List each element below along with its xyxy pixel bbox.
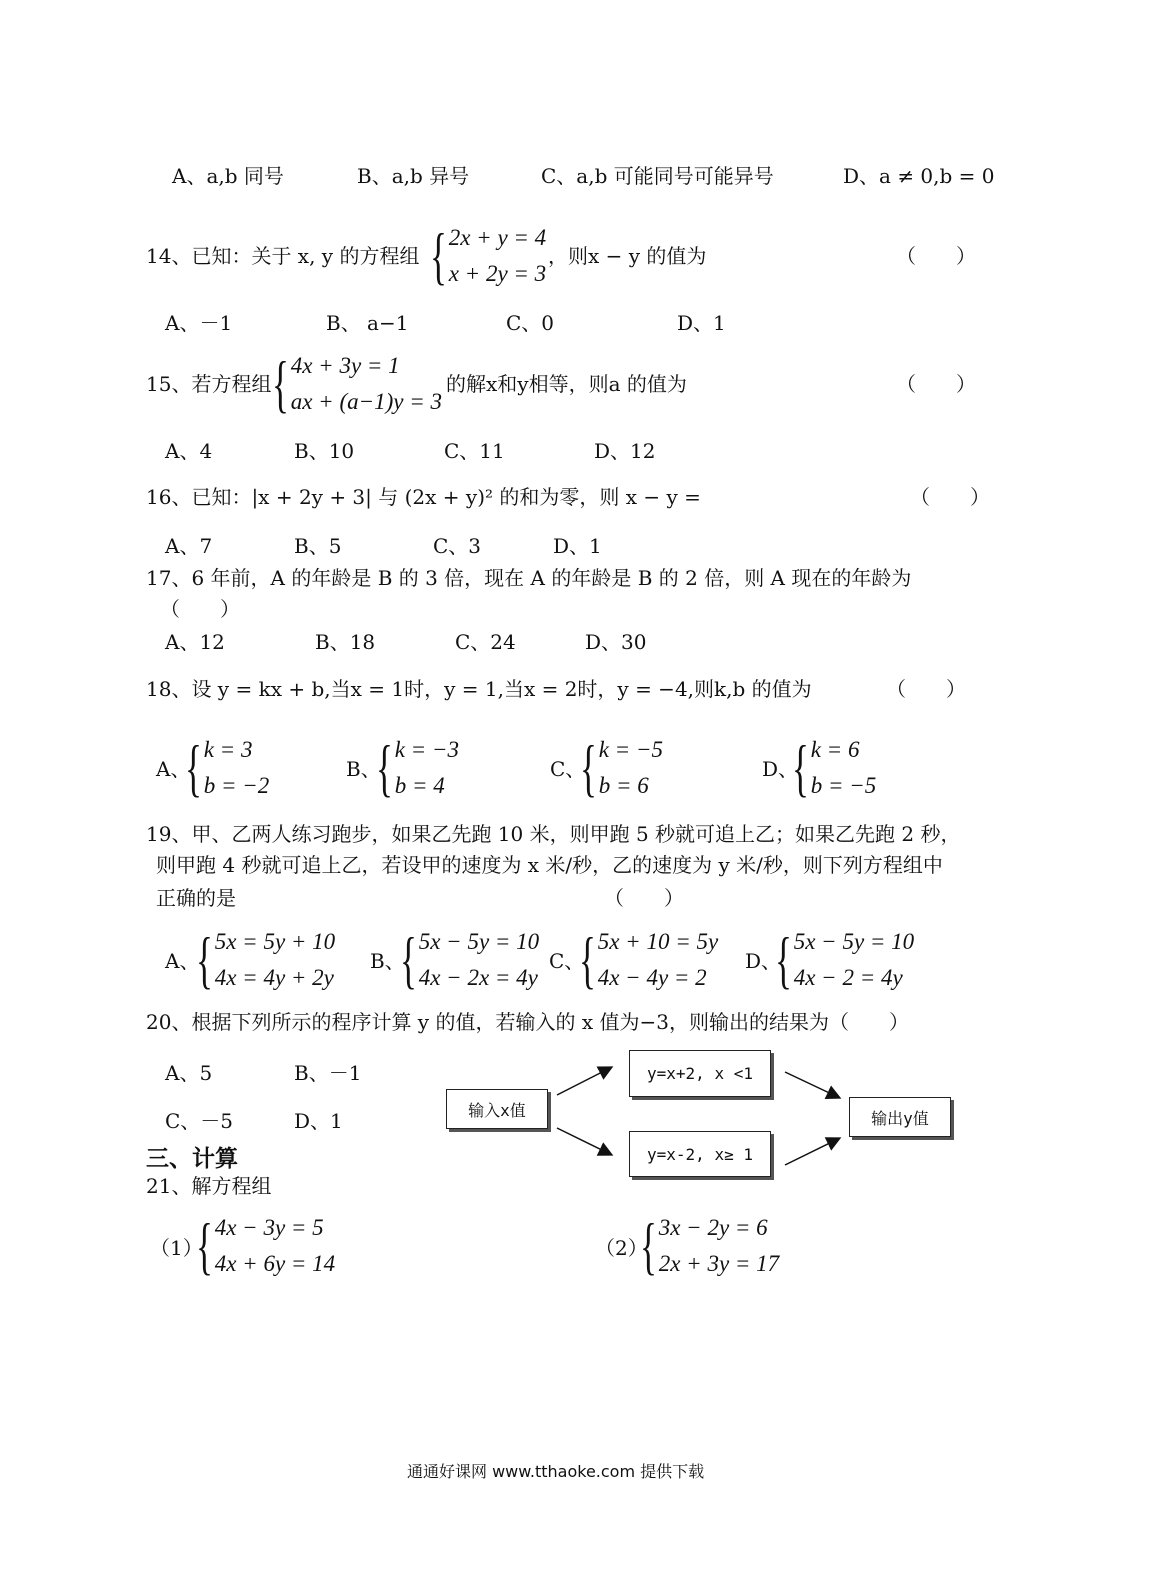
brace-icon: {: [430, 220, 447, 291]
q18-d-eq2: b = −5: [810, 773, 877, 798]
q20-option-c: C、－5: [165, 1109, 234, 1133]
flow-output-box: 输出y值: [849, 1097, 951, 1137]
q18-b-eq2: b = 4: [394, 773, 445, 798]
q17-option-c: C、24: [455, 630, 516, 654]
q17-option-b: B、18: [315, 630, 376, 654]
q15-eq1: 4x + 3y = 1: [290, 353, 400, 378]
q18-option-c-label: C、: [550, 757, 586, 781]
brace-icon: {: [272, 348, 289, 419]
flow-input-box: 输入x值: [446, 1089, 548, 1129]
q18-answer-paren: （ ）: [886, 677, 966, 701]
q15-option-d: D、12: [594, 439, 656, 463]
q21-p1-eq1: 4x − 3y = 5: [214, 1215, 324, 1240]
q14-eq1: 2x + y = 4: [448, 225, 547, 250]
q18-option-d-system: [792, 732, 876, 804]
q16-option-a: A、7: [165, 534, 213, 558]
arrow-branch1-to-output: [785, 1072, 840, 1098]
q18-option-c-system: [580, 732, 663, 804]
q19-d-eq1: 5x − 5y = 10: [793, 929, 915, 954]
brace-icon: {: [185, 732, 202, 803]
flow-branch1-box: y=x+2, x <1: [629, 1050, 771, 1097]
q17-answer-paren: （ ）: [160, 597, 240, 621]
q15-tail: 的解x和y相等，则a 的值为: [446, 372, 687, 396]
q18-stem: 18、设 y = kx + b,当x = 1时，y = 1,当x = 2时，y = −4,则k,b 的值为: [146, 677, 812, 701]
brace-icon: {: [640, 1210, 657, 1281]
q19-d-eq2: 4x − 2 = 4y: [793, 965, 903, 990]
q18-option-a-system: [185, 732, 269, 804]
q21-part2-label: （2）: [595, 1236, 648, 1260]
q15-answer-paren: （ ）: [896, 372, 976, 396]
brace-icon: {: [792, 732, 809, 803]
q13-option-c: C、a,b 可能同号可能异号: [541, 164, 774, 188]
q15-stem: 15、若方程组: [146, 372, 272, 396]
q15-eq2: ax + (a−1)y = 3: [290, 389, 443, 414]
q19-b-eq1: 5x − 5y = 10: [418, 929, 540, 954]
q19-answer-paren: （ ）: [604, 886, 684, 910]
q21-part1-label: （1）: [150, 1236, 203, 1260]
arrow-branch2-to-output: [785, 1138, 840, 1165]
q14-option-b: B、 a−1: [326, 311, 409, 335]
q15-option-b: B、10: [294, 439, 355, 463]
q16-option-c: C、3: [433, 534, 482, 558]
q17-option-a: A、12: [165, 630, 225, 654]
q13-option-d: D、a ≠ 0,b = 0: [843, 164, 995, 188]
q18-b-eq1: k = −3: [394, 737, 459, 762]
q19-option-b-label: B、: [370, 949, 405, 973]
q19-option-d-system: [775, 924, 914, 996]
q18-option-a-label: A、: [156, 757, 191, 781]
q21-part2-system: [640, 1210, 779, 1282]
q20-option-a: A、5: [165, 1061, 213, 1085]
q19-a-eq2: 4x = 4y + 2y: [214, 965, 334, 990]
brace-icon: {: [376, 732, 393, 803]
q14-option-d: D、1: [677, 311, 726, 335]
q16-answer-paren: （ ）: [910, 485, 990, 509]
q19-b-eq2: 4x − 2x = 4y: [418, 965, 538, 990]
q19-option-c-system: [579, 924, 718, 996]
q18-d-eq1: k = 6: [810, 737, 860, 762]
q19-line3: 正确的是: [156, 886, 236, 910]
brace-icon: {: [400, 924, 417, 995]
q14-system: [430, 220, 546, 292]
q14-option-a: A、－1: [165, 311, 233, 335]
q18-c-eq1: k = −5: [598, 737, 663, 762]
q15-option-c: C、11: [444, 439, 505, 463]
q20-option-b: B、－1: [294, 1061, 362, 1085]
q21-p1-eq2: 4x + 6y = 14: [214, 1251, 336, 1276]
q18-option-d-label: D、: [762, 757, 799, 781]
q21-part1-system: [196, 1210, 335, 1282]
brace-icon: {: [196, 924, 213, 995]
q19-option-b-system: [400, 924, 539, 996]
arrow-input-to-branch2: [557, 1128, 612, 1155]
q15-option-a: A、4: [165, 439, 213, 463]
q15-system: [272, 348, 442, 420]
brace-icon: {: [775, 924, 792, 995]
q18-option-b-system: [376, 732, 459, 804]
q16-option-d: D、1: [553, 534, 602, 558]
q14-option-c: C、0: [506, 311, 555, 335]
q21-stem: 21、解方程组: [146, 1174, 272, 1198]
q21-p2-eq2: 2x + 3y = 17: [658, 1251, 780, 1276]
q20-option-d: D、1: [294, 1109, 343, 1133]
q19-a-eq1: 5x = 5y + 10: [214, 929, 336, 954]
brace-icon: {: [196, 1210, 213, 1281]
q19-line1: 19、甲、乙两人练习跑步，如果乙先跑 10 米，则甲跑 5 秒就可追上乙；如果乙先跑 2 秒，: [146, 822, 961, 846]
q17-stem: 17、6 年前，A 的年龄是 B 的 3 倍，现在 A 的年龄是 B 的 2 倍，则 A 现在的年龄为: [146, 566, 912, 590]
q14-tail: ，则x − y 的值为: [548, 244, 707, 268]
q21-p2-eq1: 3x − 2y = 6: [658, 1215, 768, 1240]
q19-c-eq1: 5x + 10 = 5y: [597, 929, 719, 954]
q20-stem: 20、根据下列所示的程序计算 y 的值，若输入的 x 值为−3，则输出的结果为（ ）: [146, 1010, 909, 1034]
q14-eq2: x + 2y = 3: [448, 261, 547, 286]
page-footer: 通通好课网 www.tthaoke.com 提供下载: [407, 1462, 705, 1481]
q13-option-b: B、a,b 异号: [357, 164, 470, 188]
q19-option-a-system: [196, 924, 335, 996]
flow-branch2-box: y=x-2, x≥ 1: [629, 1131, 771, 1177]
q13-option-a: A、a,b 同号: [172, 164, 284, 188]
q18-a-eq2: b = −2: [203, 773, 270, 798]
q16-option-b: B、5: [294, 534, 342, 558]
q16-stem: 16、已知：|x + 2y + 3| 与 (2x + y)² 的和为零，则 x − y =: [146, 485, 701, 509]
q17-option-d: D、30: [585, 630, 647, 654]
q18-c-eq2: b = 6: [598, 773, 649, 798]
arrow-input-to-branch1: [557, 1067, 612, 1095]
brace-icon: {: [579, 924, 596, 995]
q19-c-eq2: 4x − 4y = 2: [597, 965, 707, 990]
q19-line2: 则甲跑 4 秒就可追上乙，若设甲的速度为 x 米/秒，乙的速度为 y 米/秒，则下列方程组中: [156, 853, 943, 877]
q18-option-b-label: B、: [346, 757, 381, 781]
q14-answer-paren: （ ）: [896, 244, 976, 268]
q19-option-d-label: D、: [745, 949, 782, 973]
brace-icon: {: [580, 732, 597, 803]
q14-stem: 14、已知：关于 x, y 的方程组: [146, 244, 420, 268]
q19-option-c-label: C、: [549, 949, 585, 973]
q18-a-eq1: k = 3: [203, 737, 253, 762]
section-title: 三、计算: [146, 1146, 238, 1172]
q19-option-a-label: A、: [165, 949, 200, 973]
